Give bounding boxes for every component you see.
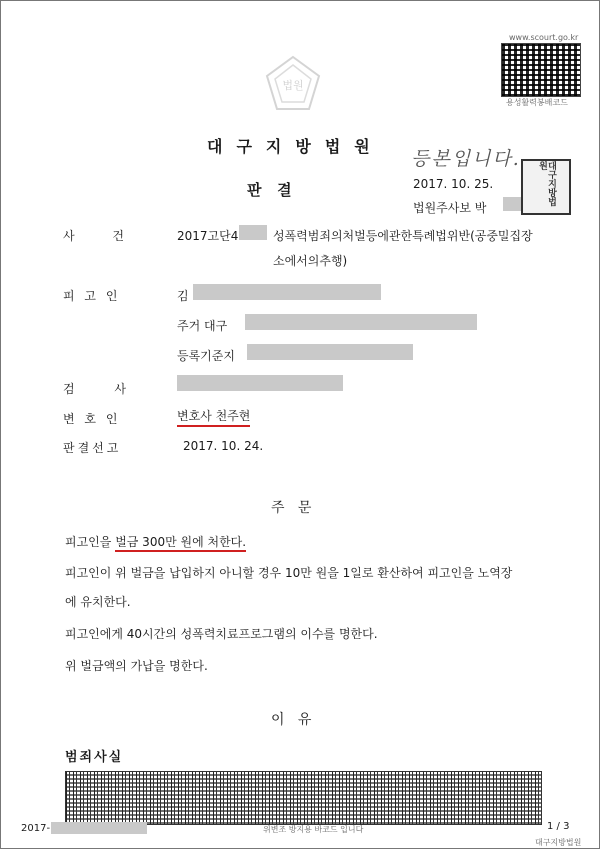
order-line-1-prefix: 피고인을: [65, 535, 116, 549]
certification-date: 2017. 10. 25.: [413, 177, 494, 191]
footer-court-name: 대구지방법원: [535, 838, 582, 847]
certified-copy-stamp: 등본입니다.: [411, 148, 521, 170]
prosecutor-label: 검 사: [63, 382, 127, 396]
anti-forgery-barcode: [65, 771, 542, 825]
order-line-2: 피고인이 위 벌금을 납입하지 아니할 경우 10만 원을 1일로 환산하여 피고인을 노역장: [65, 566, 513, 580]
footer-case-prefix: 2017-: [21, 823, 51, 834]
case-label: 사 건: [63, 229, 125, 243]
redacted-domicile: [247, 344, 413, 360]
counsel-value: 변호사 천주현: [177, 407, 250, 427]
seal-text: 대구지방법원: [537, 161, 556, 206]
redacted-residence: [245, 314, 477, 330]
domicile-label: 등록기준지: [177, 349, 235, 363]
emblem-text: 법원: [282, 79, 304, 92]
page-number: 1 / 3: [547, 821, 570, 832]
redacted-defendant-name: [193, 284, 381, 300]
defendant-name: 김: [177, 289, 189, 303]
redacted-case-number: [239, 225, 267, 240]
qr-url: www.scourt.go.kr: [509, 33, 579, 42]
case-number: 2017고단4: [177, 229, 239, 243]
residence-label: 주거 대구: [177, 319, 228, 333]
order-line-2-continued: 에 유치한다.: [65, 595, 131, 609]
counsel-label: 변 호 인: [63, 412, 119, 426]
order-line-3: 피고인에게 40시간의 성폭력치료프로그램의 이수를 명한다.: [65, 627, 378, 641]
official-seal: [521, 159, 571, 215]
document-type-title: 판 결: [247, 181, 292, 199]
case-title-line-1: 성폭력범죄의처벌등에관한특례법위반(공중밀집장: [273, 229, 533, 243]
reason-heading: 이 유: [271, 712, 312, 728]
verdict-date: 2017. 10. 24.: [183, 439, 264, 453]
court-emblem-icon: [263, 54, 323, 114]
case-title-line-2: 소에서의추행): [273, 254, 348, 268]
redacted-footer-case: [51, 822, 147, 834]
order-sentence-line: [65, 533, 246, 550]
fine-amount-text: 벌금 300만 원에 처한다.: [115, 535, 246, 552]
qr-caption: 용성활력봉배코드: [506, 98, 568, 107]
order-line-4: 위 벌금액의 가납을 명한다.: [65, 659, 208, 673]
barcode-caption: 위변조 방지용 바코드 입니다: [263, 825, 364, 834]
redacted-prosecutor: [177, 375, 343, 391]
certification-officer: 법원주사보 박: [413, 201, 487, 215]
defendant-label: 피 고 인: [63, 289, 119, 303]
verdict-date-label: 판결선고: [63, 441, 122, 455]
court-name: 대구지방법원: [207, 137, 384, 156]
order-heading: 주 문: [271, 500, 312, 516]
criminal-facts-subheading: 범죄사실: [65, 750, 124, 765]
qr-code-image: [501, 43, 581, 97]
